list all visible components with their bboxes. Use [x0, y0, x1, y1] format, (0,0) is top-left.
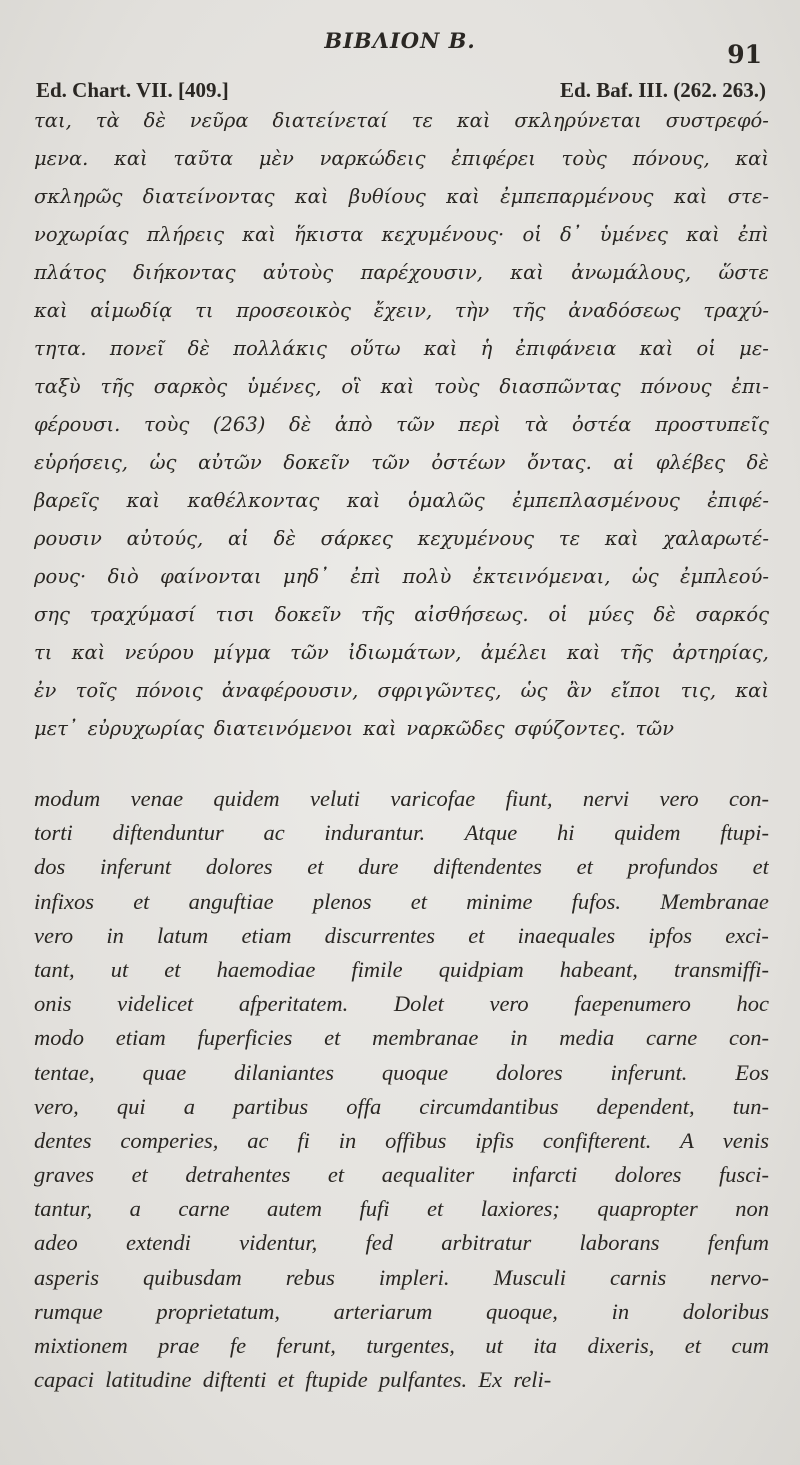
edition-reference-right: Ed. Baf. III. (262. 263.): [560, 78, 766, 102]
greek-text-line: φέρουσι. τοὺς (263) δὲ ἀπὸ τῶν περὶ τὰ ὀστέα προστυπεῖς: [34, 413, 769, 436]
greek-text-line: νοχωρίας πλήρεις καὶ ἥκιστα κεχυμένους· οἱ δ᾽ ὑμένες καὶ ἐπὶ: [34, 223, 769, 246]
greek-text-line: ταξὺ τῆς σαρκὸς ὑμένες, οἳ καὶ τοὺς διασπῶντας πόνους ἐπι-: [34, 375, 769, 398]
greek-text-line: τητα. πονεῖ δὲ πολλάκις οὕτω καὶ ἡ ἐπιφάνεια καὶ οἱ με-: [34, 337, 769, 360]
greek-text-line: σης τραχύμασί τισι δοκεῖν τῆς αἰσθήσεως. οἱ μύες δὲ σαρκός: [34, 603, 769, 626]
greek-text-line: ἐν τοῖς πόνοις ἀναφέρουσιν, σφριγῶντες, ὡς ἂν εἴποι τις, καὶ: [34, 679, 769, 702]
greek-text-line: σκληρῶς διατείνοντας καὶ βυθίους καὶ ἐμπεπαρμένους καὶ στε-: [34, 185, 769, 208]
latin-text-line: graves et detrahentes et aequaliter infarcti dolores fusci-: [34, 1162, 769, 1188]
latin-text-line: infixos et anguftiae plenos et minime fufos. Membranae: [34, 888, 769, 914]
latin-text-line: modum venae quidem veluti varicofae fiunt, nervi vero con-: [34, 786, 769, 811]
latin-text-line: modo etiam fuperficies et membranae in media carne con-: [34, 1025, 769, 1051]
greek-text-line: μετ᾽ εὐρυχωρίας διατεινόμενοι καὶ ναρκῶδες σφύζοντες. τῶν: [34, 717, 675, 740]
greek-text-line: πλάτος διήκοντας αὐτοὺς παρέχουσιν, καὶ ἀνωμάλους, ὥστε: [34, 261, 769, 284]
latin-text-line: asperis quibusdam rebus impleri. Musculi carnis nervo-: [34, 1264, 769, 1290]
latin-text-line: vero in latum etiam discurrentes et inaequales ipfos exci-: [34, 922, 769, 948]
latin-text-line: torti diftenduntur ac indurantur. Atque hi quidem ftupi-: [34, 820, 769, 846]
greek-text-line: τι καὶ νεύρου μίγμα τῶν ἰδιωμάτων, ἀμέλει καὶ τῆς ἀρτηρίας,: [34, 641, 769, 664]
greek-text-line: ται, τὰ δὲ νεῦρα διατείνεταί τε καὶ σκληρύνεται συστρεφό-: [34, 109, 769, 132]
greek-text-line: μενα. καὶ ταῦτα μὲν ναρκώδεις ἐπιφέρει τοὺς πόνους, καὶ: [34, 147, 769, 170]
greek-text-line: ρουσιν αὐτούς, αἱ δὲ σάρκες κεχυμένους τε καὶ χαλαρωτέ-: [34, 527, 769, 550]
greek-text-line: καὶ αἱμωδίᾳ τι προσεοικὸς ἔχειν, τὴν τῆς ἀναδόσεως τραχύ-: [34, 299, 769, 322]
latin-text-line: tantur, a carne autem fufi et laxiores; quapropter non: [34, 1196, 769, 1222]
latin-text-line: capaci latitudine diftenti et ftupide pulfantes. Ex reli-: [34, 1367, 552, 1393]
edition-reference-row: [36, 78, 766, 103]
edition-reference-left: Ed. Chart. VII. [409.]: [36, 78, 229, 102]
running-title: ΒΙΒΛΙΟΝ Β.: [324, 28, 476, 53]
latin-text-line: rumque proprietatum, arteriarum quoque, in doloribus: [34, 1298, 769, 1324]
greek-text-line: εὑρήσεις, ὡς αὐτῶν δοκεῖν τῶν ὀστέων ὄντας. αἱ φλέβες δὲ: [34, 451, 769, 474]
latin-text-line: adeo extendi videntur, fed arbitratur laborans fenfum: [34, 1230, 769, 1256]
latin-text-line: dentes comperies, ac fi in offibus ipfis confifterent. A venis: [34, 1127, 769, 1153]
latin-text-line: vero, qui a partibus offa circumdantibus dependent, tun-: [34, 1093, 769, 1119]
latin-text-line: tant, ut et haemodiae fimile quidpiam habeant, transmiffi-: [34, 956, 769, 982]
latin-text-line: mixtionem prae fe ferunt, turgentes, ut ita dixeris, et cum: [34, 1333, 769, 1358]
page-number: 91: [727, 40, 762, 69]
greek-text-line: ρους· διὸ φαίνονται μηδ᾽ ἐπὶ πολὺ ἐκτεινόμεναι, ὡς ἐμπλεού-: [34, 565, 769, 588]
latin-text-block: [34, 782, 769, 1397]
greek-text-block: [34, 102, 769, 748]
greek-text-line: βαρεῖς καὶ καθέλκοντας καὶ ὁμαλῶς ἐμπεπλασμένους ἐπιφέ-: [34, 489, 769, 512]
latin-text-line: dos inferunt dolores et dure diftendentes et profundos et: [34, 854, 769, 880]
latin-text-line: onis videlicet afperitatem. Dolet vero faepenumero hoc: [34, 991, 769, 1017]
latin-text-line: tentae, quae dilaniantes quoque dolores inferunt. Eos: [34, 1059, 769, 1085]
